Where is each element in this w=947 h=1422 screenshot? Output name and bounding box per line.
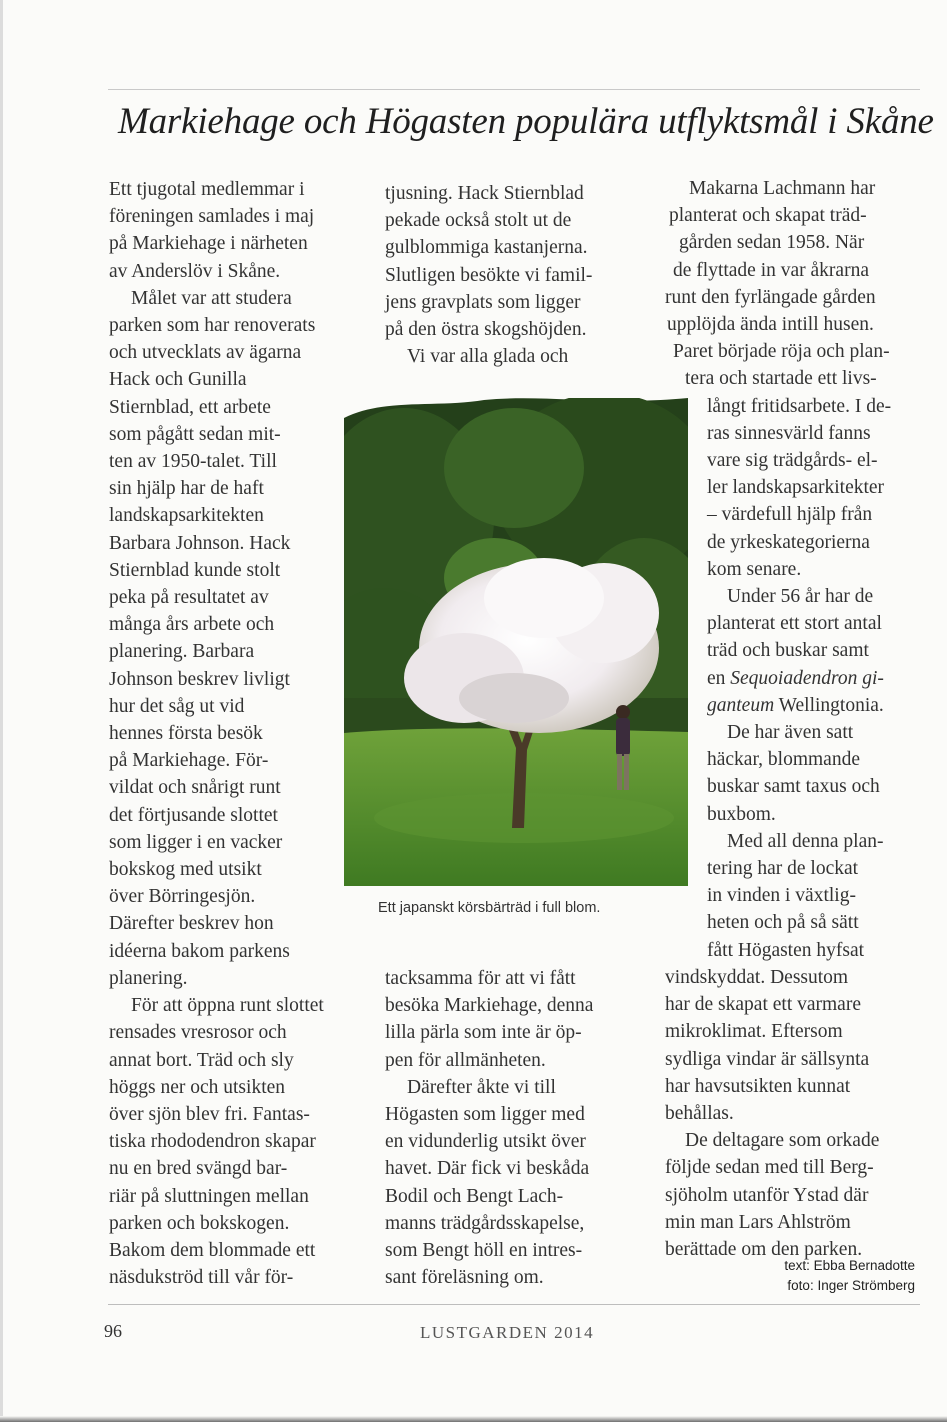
text-line-content: följde sedan med till Berg- bbox=[665, 1157, 874, 1179]
text-line-content: Bakom dem blommade ett bbox=[109, 1239, 316, 1261]
text-line-content: bokskog med utsikt bbox=[109, 859, 262, 881]
text-line bbox=[109, 910, 359, 937]
text-line bbox=[665, 828, 925, 855]
page-number: 96 bbox=[104, 1321, 122, 1341]
text-line bbox=[385, 1128, 650, 1155]
text-line-content: en vidunderlig utsikt över bbox=[385, 1131, 586, 1153]
column-3 bbox=[665, 175, 925, 1263]
text-line bbox=[109, 992, 359, 1019]
text-line-content: Barbara Johnson. Hack bbox=[109, 532, 291, 554]
text-line-content: buskar samt taxus och bbox=[707, 776, 880, 798]
text-line-content: parken som har renoverats bbox=[109, 315, 316, 337]
text-line bbox=[665, 773, 925, 800]
text-line bbox=[665, 746, 925, 773]
text-line bbox=[109, 802, 359, 829]
text-line bbox=[665, 882, 925, 909]
text-line bbox=[109, 448, 359, 475]
text-line-content: tacksamma för att vi fått bbox=[385, 968, 576, 989]
text-line bbox=[385, 1101, 650, 1128]
text-line bbox=[109, 285, 359, 312]
text-line bbox=[665, 365, 925, 392]
text-line-content: gården sedan 1958. När bbox=[679, 232, 865, 254]
text-line-content: har de skapat ett varmare bbox=[665, 994, 861, 1016]
text-line bbox=[665, 964, 925, 991]
text-line bbox=[385, 262, 650, 289]
text-line bbox=[109, 339, 359, 366]
text-line bbox=[109, 720, 359, 747]
text-line-content: sant föreläsning om. bbox=[385, 1267, 544, 1289]
text-line-content: sin hjälp har de haft bbox=[109, 478, 264, 500]
text-line bbox=[665, 692, 925, 719]
text-line bbox=[109, 856, 359, 883]
text-line bbox=[385, 207, 650, 234]
text-line bbox=[109, 938, 359, 965]
text-line-content: jens gravplats som ligger bbox=[385, 291, 581, 313]
text-line bbox=[109, 666, 359, 693]
text-line-content: upplöjda ända intill husen. bbox=[667, 314, 874, 336]
text-line-content: planterat ett stort antal bbox=[707, 613, 882, 635]
text-line bbox=[109, 1074, 359, 1101]
text-line bbox=[665, 393, 925, 420]
text-line-content: många års arbete och bbox=[109, 614, 275, 636]
text-line bbox=[109, 557, 359, 584]
text-line-content: Vi var alla glada och bbox=[407, 346, 569, 368]
text-line-content: pen för allmänheten. bbox=[385, 1049, 546, 1071]
text-line-content: som ligger i en vacker bbox=[109, 831, 283, 853]
text-line-content: heten och på så sätt bbox=[707, 912, 859, 934]
text-line-content: Ett tjugotal medlemmar i bbox=[109, 179, 305, 200]
text-line-content: Stiernblad kunde stolt bbox=[109, 559, 281, 581]
text-line bbox=[109, 394, 359, 421]
text-line bbox=[109, 421, 359, 448]
text-line bbox=[665, 284, 925, 311]
species-name: Sequoiadendron gi- bbox=[730, 667, 884, 689]
text-line-content: pekade också stolt ut de bbox=[385, 210, 572, 232]
text-line-content: peka på resultatet av bbox=[109, 587, 269, 609]
text-line bbox=[109, 258, 359, 285]
text-line bbox=[665, 909, 925, 936]
text-line bbox=[109, 774, 359, 801]
text-line bbox=[385, 992, 650, 1019]
text-line bbox=[109, 203, 359, 230]
text-line-content: För att öppna runt slottet bbox=[131, 995, 324, 1017]
text-line bbox=[109, 829, 359, 856]
text-line-content: sjöholm utanför Ystad där bbox=[665, 1184, 869, 1206]
text-line bbox=[385, 965, 650, 992]
text-line bbox=[665, 1018, 925, 1045]
text-line bbox=[385, 1183, 650, 1210]
text-line-content: på den östra skogshöjden. bbox=[385, 319, 587, 341]
text-line-content: träd och buskar samt bbox=[707, 640, 869, 662]
text-line bbox=[385, 289, 650, 316]
text-line-content: in vinden i växtlig- bbox=[707, 885, 856, 907]
text-line-content: riär på sluttningen mellan bbox=[109, 1185, 309, 1207]
text-line bbox=[665, 1073, 925, 1100]
text-line-content: hennes första besök bbox=[109, 723, 263, 745]
text-line-content: Därefter åkte vi till bbox=[407, 1076, 556, 1098]
text-line bbox=[665, 719, 925, 746]
text-line-content: tjusning. Hack Stiernblad bbox=[385, 183, 584, 204]
magazine-footer: LUSTGARDEN 2014 bbox=[420, 1323, 595, 1342]
text-line bbox=[385, 234, 650, 261]
text-line-content: vare sig trädgårds- el- bbox=[707, 450, 878, 472]
text-line-content: Med all denna plan- bbox=[727, 830, 884, 852]
text-line-content: De har även satt bbox=[727, 722, 854, 744]
text-line-content: Slutligen besökte vi famil- bbox=[385, 264, 593, 286]
text-line bbox=[665, 257, 925, 284]
text-line-content: Paret började röja och plan- bbox=[673, 341, 890, 363]
text-line-content: Makarna Lachmann har bbox=[689, 178, 876, 199]
column-1 bbox=[109, 176, 359, 1291]
text-line bbox=[109, 584, 359, 611]
text-line bbox=[385, 1237, 650, 1264]
text-line bbox=[109, 1128, 359, 1155]
text-line bbox=[385, 180, 650, 207]
text-line bbox=[109, 638, 359, 665]
scan-edge-bottom bbox=[0, 1416, 947, 1422]
top-rule bbox=[108, 89, 920, 90]
text-line-content: – värdefull hjälp från bbox=[707, 504, 873, 526]
text-line bbox=[665, 1100, 925, 1127]
text-line bbox=[109, 1019, 359, 1046]
text-line-content: buxbom. bbox=[707, 803, 776, 825]
text-line-content: tera och startade ett livs- bbox=[685, 368, 877, 390]
text-line bbox=[109, 475, 359, 502]
text-line-content: idéerna bakom parkens bbox=[109, 940, 290, 962]
text-line-content: tering har de lockat bbox=[707, 858, 859, 880]
text-line-content: som pågått sedan mit- bbox=[109, 423, 281, 445]
text-line bbox=[665, 202, 925, 229]
text-line bbox=[665, 937, 925, 964]
text-line bbox=[109, 611, 359, 638]
text-line-content: annat bort. Träd och sly bbox=[109, 1049, 294, 1071]
text-line-content: Johnson beskrev livligt bbox=[109, 668, 290, 690]
text-line-content: planering. bbox=[109, 967, 188, 989]
scan-edge-left bbox=[0, 0, 3, 1422]
text-credit: text: Ebba Bernadotte bbox=[784, 1258, 915, 1273]
text-line bbox=[385, 316, 650, 343]
text-line-content: häckar, blommande bbox=[707, 749, 860, 771]
text-line-content: planterat och skapat träd- bbox=[669, 205, 867, 227]
text-line-content: runt den fyrlängade gården bbox=[665, 286, 876, 308]
text-line-content: berättade om den parken. bbox=[665, 1238, 863, 1260]
text-line bbox=[665, 583, 925, 610]
text-line-content: havet. Där fick vi beskåda bbox=[385, 1158, 590, 1180]
text-line-content: som Bengt höll en intres- bbox=[385, 1240, 583, 1262]
photo-illustration bbox=[344, 398, 688, 886]
text-line bbox=[665, 855, 925, 882]
text-line bbox=[109, 1183, 359, 1210]
text-line-content: och utvecklats av ägarna bbox=[109, 342, 302, 364]
photo-caption: Ett japanskt körsbärträd i full blom. bbox=[378, 900, 601, 916]
column-2-top bbox=[385, 180, 650, 370]
text-line bbox=[665, 801, 925, 828]
text-line bbox=[385, 1074, 650, 1101]
text-line-content: manns trädgårdsskapelse, bbox=[385, 1212, 585, 1234]
text-line bbox=[665, 1209, 925, 1236]
species-name: ganteum bbox=[707, 694, 775, 716]
text-line-content: Därefter beskrev hon bbox=[109, 913, 274, 935]
text-line bbox=[109, 366, 359, 393]
bottom-rule bbox=[108, 1304, 920, 1305]
text-line bbox=[109, 747, 359, 774]
text-line bbox=[665, 175, 925, 202]
text-line bbox=[109, 965, 359, 992]
text-line bbox=[385, 1210, 650, 1237]
text-line bbox=[665, 1154, 925, 1181]
text-line bbox=[665, 637, 925, 664]
text-line bbox=[665, 529, 925, 556]
text-line-content: föreningen samlades i maj bbox=[109, 206, 315, 228]
article-title: Markiehage och Högasten populära utflyktsmål i Skåne bbox=[118, 101, 934, 142]
text-line-tail: Wellingtonia. bbox=[774, 694, 884, 716]
text-line bbox=[385, 1047, 650, 1074]
text-line-content: näsdukströd till vår för- bbox=[109, 1267, 294, 1289]
text-line-content: parken och bokskogen. bbox=[109, 1212, 290, 1234]
text-line-content: behållas. bbox=[665, 1102, 734, 1124]
text-line-content: planering. Barbara bbox=[109, 641, 255, 663]
text-line-content: lilla pärla som inte är öp- bbox=[385, 1022, 582, 1044]
text-line bbox=[665, 610, 925, 637]
text-line bbox=[665, 556, 925, 583]
text-line bbox=[665, 338, 925, 365]
text-line bbox=[665, 474, 925, 501]
text-line-content: sydliga vindar är sällsynta bbox=[665, 1048, 870, 1070]
text-line bbox=[665, 1182, 925, 1209]
text-line bbox=[109, 1101, 359, 1128]
text-line-content: kom senare. bbox=[707, 558, 802, 580]
text-line-content: Hack och Gunilla bbox=[109, 369, 247, 391]
text-line bbox=[665, 447, 925, 474]
text-line-content: tiska rhododendron skapar bbox=[109, 1131, 316, 1153]
text-line bbox=[665, 311, 925, 338]
text-line bbox=[665, 229, 925, 256]
text-line-content: höggs ner och utsikten bbox=[109, 1076, 286, 1098]
text-line-content: vildat och snårigt runt bbox=[109, 777, 281, 799]
text-line bbox=[109, 693, 359, 720]
text-line bbox=[109, 1237, 359, 1264]
text-line-content: det förtjusande slottet bbox=[109, 804, 278, 826]
text-line-content: mikroklimat. Eftersom bbox=[665, 1021, 843, 1043]
text-line-content: besöka Markiehage, denna bbox=[385, 995, 594, 1017]
text-line-content: de flyttade in var åkrarna bbox=[673, 259, 869, 281]
text-line-content: De deltagare som orkade bbox=[685, 1130, 880, 1152]
text-line-content: ler landskapsarkitekter bbox=[707, 477, 885, 499]
text-line-content: har havsutsikten kunnat bbox=[665, 1075, 851, 1097]
text-line-content: Stiernblad, ett arbete bbox=[109, 396, 271, 418]
text-line-content: ras sinnesvärld fanns bbox=[707, 422, 871, 444]
text-line-content: hur det såg ut vid bbox=[109, 695, 245, 717]
text-line-content: på Markiehage i närheten bbox=[109, 233, 308, 255]
text-line bbox=[109, 176, 359, 203]
text-line bbox=[665, 420, 925, 447]
text-line-content: min man Lars Ahlström bbox=[665, 1211, 851, 1233]
text-line bbox=[109, 1047, 359, 1074]
text-line-content: nu en bred svängd bar- bbox=[109, 1158, 288, 1180]
text-line bbox=[665, 665, 925, 692]
text-line-content: ten av 1950-talet. Till bbox=[109, 451, 277, 473]
text-line bbox=[385, 1155, 650, 1182]
text-line bbox=[109, 1210, 359, 1237]
text-line bbox=[665, 1046, 925, 1073]
text-line bbox=[109, 230, 359, 257]
text-line bbox=[109, 312, 359, 339]
text-line-content: en bbox=[707, 667, 731, 689]
text-line bbox=[109, 1155, 359, 1182]
text-line-content: över Börringesjön. bbox=[109, 886, 256, 908]
photo-credit: foto: Inger Strömberg bbox=[787, 1278, 915, 1293]
text-line-content: de yrkeskategorierna bbox=[707, 531, 870, 553]
text-line bbox=[665, 1127, 925, 1154]
text-line bbox=[385, 1019, 650, 1046]
text-line-content: vindskyddat. Dessutom bbox=[665, 966, 849, 988]
text-line-content: landskapsarkitekten bbox=[109, 505, 264, 527]
text-line bbox=[109, 502, 359, 529]
cherry-tree-photo bbox=[344, 398, 688, 886]
text-line-content: över sjön blev fri. Fantas- bbox=[109, 1103, 310, 1125]
text-line-content: rensades vresrosor och bbox=[109, 1022, 287, 1044]
text-line bbox=[109, 530, 359, 557]
text-line-content: Målet var att studera bbox=[131, 287, 292, 309]
text-line bbox=[109, 883, 359, 910]
text-line-content: Under 56 år har de bbox=[727, 586, 874, 608]
text-line bbox=[385, 343, 650, 370]
text-line bbox=[109, 1264, 359, 1291]
text-line-content: på Markiehage. För- bbox=[109, 750, 269, 772]
column-2-bottom bbox=[385, 965, 650, 1291]
text-line-content: Högasten som ligger med bbox=[385, 1104, 585, 1126]
text-line-content: fått Högasten hyfsat bbox=[707, 939, 865, 961]
text-line-content: Bodil och Bengt Lach- bbox=[385, 1185, 564, 1207]
text-line-content: gulblommiga kastanjerna. bbox=[385, 237, 588, 259]
text-line bbox=[385, 1264, 650, 1291]
text-line-content: av Anderslöv i Skåne. bbox=[109, 260, 281, 282]
text-line bbox=[665, 991, 925, 1018]
text-line bbox=[665, 501, 925, 528]
text-line-content: långt fritidsarbete. I de- bbox=[707, 395, 892, 417]
